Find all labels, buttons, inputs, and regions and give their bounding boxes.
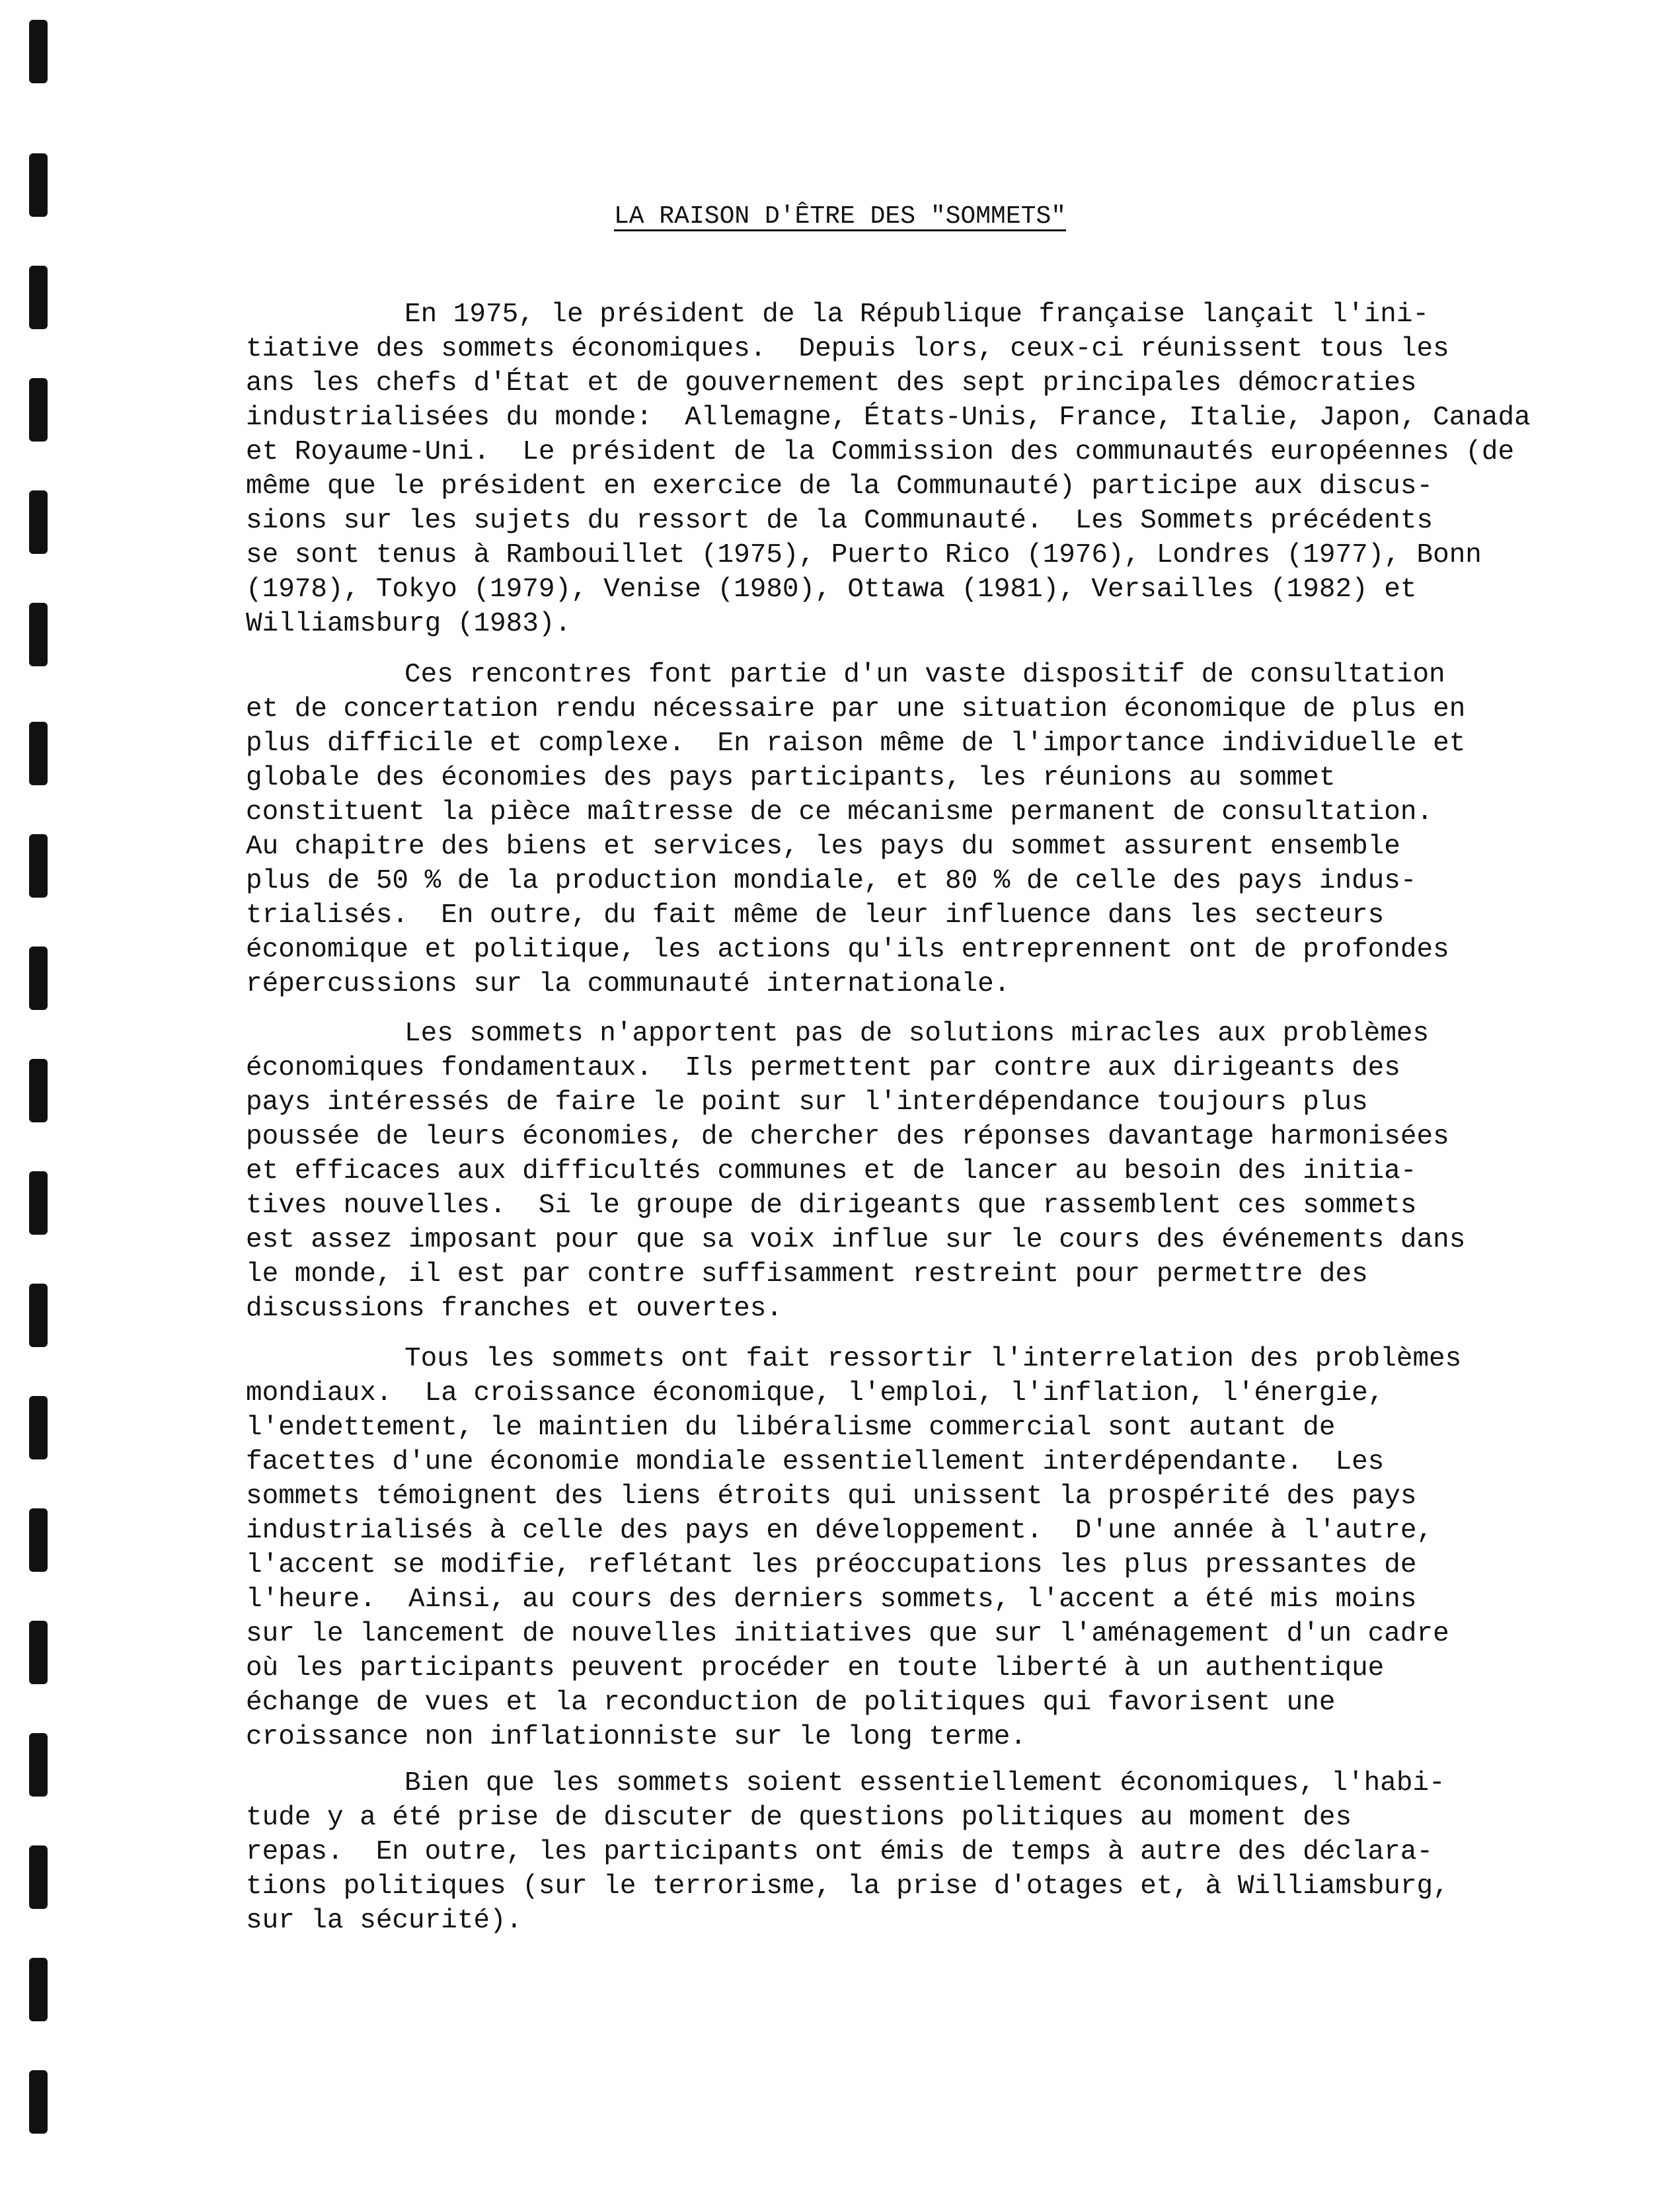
binding-mark (29, 1171, 48, 1235)
text-line: tude y a été prise de discuter de questions politiques au moment des (246, 1802, 1352, 1833)
paragraph-2 (246, 658, 1535, 1001)
binding-mark (29, 603, 48, 666)
text-line: économiques fondamentaux. Ils permettent par contre aux dirigeants des (246, 1053, 1400, 1083)
text-line: l'endettement, le maintien du libéralisme commercial sont autant de (246, 1413, 1336, 1443)
text-line: échange de vues et la reconduction de politiques qui favorisent une (246, 1687, 1336, 1718)
text-line: mondiaux. La croissance économique, l'emploi, l'inflation, l'énergie, (246, 1378, 1385, 1409)
text-line: Williamsburg (1983). (246, 609, 572, 639)
binding-mark (29, 378, 48, 442)
text-line: le monde, il est par contre suffisamment restreint pour permettre des (246, 1259, 1368, 1290)
binding-mark (29, 490, 48, 554)
text-line: En 1975, le président de la République française lançait l'ini- (404, 299, 1430, 330)
text-line: sions sur les sujets du ressort de la Communauté. Les Sommets précédents (246, 506, 1433, 536)
binding-mark (29, 1845, 48, 1909)
binding-mark (29, 2070, 48, 2134)
text-line: sur la sécurité). (246, 1906, 523, 1936)
binding-mark (29, 834, 48, 898)
text-line: Bien que les sommets soient essentiellement économiques, l'habi- (404, 1768, 1445, 1799)
text-line: constituent la pièce maîtresse de ce mécanisme permanent de consultation. (246, 797, 1433, 828)
text-line: poussée de leurs économies, de chercher des réponses davantage harmonisées (246, 1122, 1449, 1152)
text-line: industrialisés à celle des pays en développement. D'une année à l'autre, (246, 1516, 1433, 1546)
text-line: croissance non inflationniste sur le long terme. (246, 1722, 1026, 1752)
binding-mark (29, 947, 48, 1010)
text-line: pays intéressés de faire le point sur l'interdépendance toujours plus (246, 1087, 1368, 1118)
text-line: est assez imposant pour que sa voix influe sur le cours des événements dans (246, 1225, 1466, 1255)
text-line: plus de 50 % de la production mondiale, et 80 % de celle des pays indus- (246, 866, 1417, 896)
text-line: sur le lancement de nouvelles initiatives que sur l'aménagement d'un cadre (246, 1619, 1449, 1649)
text-line: Au chapitre des biens et services, les pays du sommet assurent ensemble (246, 832, 1400, 862)
text-line: même que le président en exercice de la Communauté) participe aux discus- (246, 471, 1433, 502)
binding-margin (29, 0, 56, 2209)
document-title (0, 202, 1680, 231)
text-line: discussions franches et ouvertes. (246, 1294, 783, 1324)
text-line: globale des économies des pays participants, les réunions au sommet (246, 763, 1336, 793)
paragraph-3 (246, 1017, 1535, 1326)
text-line: trialisés. En outre, du fait même de leur influence dans les secteurs (246, 900, 1385, 931)
text-line: économique et politique, les actions qu'ils entreprennent ont de profondes (246, 935, 1449, 965)
text-line: Ces rencontres font partie d'un vaste dispositif de consultation (404, 660, 1445, 690)
binding-mark (29, 1733, 48, 1797)
text-line: repas. En outre, les participants ont émis de temps à autre des déclara- (246, 1837, 1433, 1867)
text-line: et de concertation rendu nécessaire par une situation économique de plus en (246, 694, 1466, 724)
text-line: industrialisées du monde: Allemagne, États-Unis, France, Italie, Japon, Canada (246, 403, 1531, 433)
text-line: plus difficile et complexe. En raison même de l'importance individuelle et (246, 728, 1466, 759)
binding-mark (29, 20, 48, 83)
binding-mark (29, 1958, 48, 2021)
binding-mark (29, 1059, 48, 1122)
text-line: ans les chefs d'État et de gouvernement des sept principales démocraties (246, 368, 1417, 399)
paragraph-5 (246, 1766, 1535, 1938)
text-line: (1978), Tokyo (1979), Venise (1980), Ottawa (1981), Versailles (1982) et (246, 574, 1417, 605)
text-line: facettes d'une économie mondiale essentiellement interdépendante. Les (246, 1447, 1385, 1477)
binding-mark (29, 1396, 48, 1459)
text-line: l'heure. Ainsi, au cours des derniers sommets, l'accent a été mis moins (246, 1584, 1417, 1615)
paragraph-4 (246, 1342, 1535, 1754)
text-line: et Royaume-Uni. Le président de la Commission des communautés européennes (de (246, 437, 1515, 467)
text-line: sommets témoignent des liens étroits qui unissent la prospérité des pays (246, 1481, 1417, 1512)
text-line: Tous les sommets ont fait ressortir l'interrelation des problèmes (404, 1344, 1462, 1374)
text-line: l'accent se modifie, reflétant les préoccupations les plus pressantes de (246, 1550, 1417, 1580)
text-line: où les participants peuvent procéder en toute liberté à un authentique (246, 1653, 1385, 1684)
binding-mark (29, 266, 48, 329)
text-line: se sont tenus à Rambouillet (1975), Puerto Rico (1976), Londres (1977), Bonn (246, 540, 1482, 570)
paragraph-1 (246, 297, 1535, 641)
document-title-text: LA RAISON D'ÊTRE DES "SOMMETS" (613, 202, 1067, 231)
binding-mark (29, 1284, 48, 1347)
binding-mark (29, 1508, 48, 1572)
text-line: Les sommets n'apportent pas de solutions miracles aux problèmes (404, 1019, 1430, 1049)
text-line: tives nouvelles. Si le groupe de dirigeants que rassemblent ces sommets (246, 1190, 1417, 1221)
text-line: répercussions sur la communauté internationale. (246, 969, 1011, 999)
binding-mark (29, 722, 48, 785)
text-line: tions politiques (sur le terrorisme, la prise d'otages et, à Williamsburg, (246, 1871, 1449, 1902)
text-line: tiative des sommets économiques. Depuis lors, ceux-ci réunissent tous les (246, 334, 1449, 364)
text-line: et efficaces aux difficultés communes et de lancer au besoin des initia- (246, 1156, 1417, 1186)
binding-mark (29, 1621, 48, 1684)
